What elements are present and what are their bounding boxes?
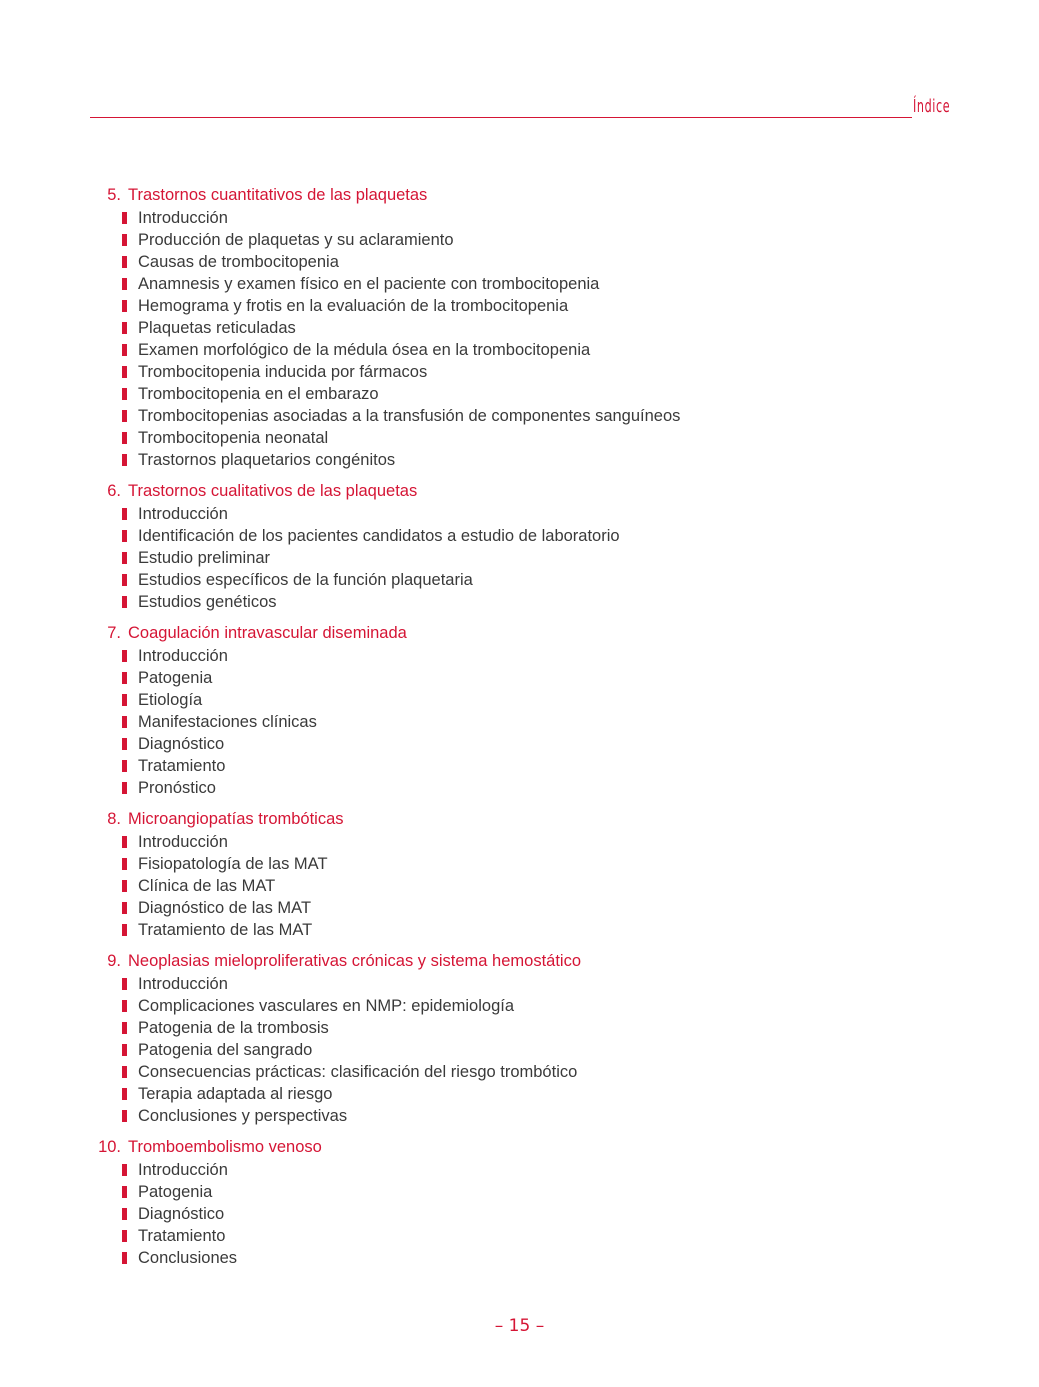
bullet-bar-icon — [122, 1066, 127, 1078]
section-title: Neoplasias mieloproliferativas crónicas y sistema hemostático — [128, 952, 582, 970]
section-item-list — [90, 207, 990, 471]
toc-entry-label: Tratamiento — [138, 757, 226, 775]
toc-entry-label: Examen morfológico de la médula ósea en la trombocitopenia — [138, 341, 591, 359]
toc-entry-label: Patogenia del sangrado — [138, 1041, 313, 1059]
bullet-bar-icon — [122, 1252, 127, 1264]
toc-entry-label: Conclusiones — [138, 1249, 238, 1267]
bullet-bar-icon — [122, 924, 127, 936]
bullet-bar-icon — [122, 858, 127, 870]
bullet-bar-icon — [122, 432, 127, 444]
section-item-list — [90, 645, 990, 799]
toc-entry-label: Plaquetas reticuladas — [138, 319, 296, 337]
toc-section — [90, 621, 990, 799]
toc-entry[interactable] — [90, 853, 990, 875]
section-number: 7. — [107, 624, 121, 642]
section-number: 6. — [107, 482, 121, 500]
toc-entry-label: Diagnóstico — [138, 735, 225, 753]
toc-entry[interactable] — [90, 1105, 990, 1127]
toc-entry-label: Etiología — [138, 691, 203, 709]
toc-section — [90, 949, 990, 1127]
toc-entry-label: Trastornos plaquetarios congénitos — [138, 451, 396, 469]
toc-entry[interactable] — [90, 317, 990, 339]
bullet-bar-icon — [122, 410, 127, 422]
section-item-list — [90, 503, 990, 613]
toc-entry[interactable] — [90, 645, 990, 667]
bullet-bar-icon — [122, 738, 127, 750]
bullet-bar-icon — [122, 322, 127, 334]
toc-entry-label: Patogenia de la trombosis — [138, 1019, 329, 1037]
toc-entry-label: Introducción — [138, 1161, 228, 1179]
section-heading[interactable] — [90, 949, 990, 973]
bullet-bar-icon — [122, 256, 127, 268]
toc-entry-label: Trombocitopenia en el embarazo — [138, 385, 379, 403]
toc-entry-label: Introducción — [138, 209, 228, 227]
toc-entry-label: Trombocitopenias asociadas a la transfusión de componentes sanguíneos — [138, 407, 681, 425]
toc-entry-label: Pronóstico — [138, 779, 216, 797]
section-item-list — [90, 973, 990, 1127]
toc-entry[interactable] — [90, 361, 990, 383]
bullet-bar-icon — [122, 234, 127, 246]
header-title: Índice — [913, 96, 951, 117]
toc-entry[interactable] — [90, 273, 990, 295]
toc-entry[interactable] — [90, 427, 990, 449]
bullet-bar-icon — [122, 672, 127, 684]
toc-entry[interactable] — [90, 295, 990, 317]
table-of-contents — [90, 183, 990, 1277]
header-rule — [90, 117, 912, 118]
toc-entry[interactable] — [90, 1203, 990, 1225]
toc-entry[interactable] — [90, 1039, 990, 1061]
toc-entry-label: Tratamiento — [138, 1227, 226, 1245]
toc-section — [90, 807, 990, 941]
toc-entry[interactable] — [90, 897, 990, 919]
bullet-bar-icon — [122, 1164, 127, 1176]
toc-entry-label: Terapia adaptada al riesgo — [138, 1085, 333, 1103]
toc-entry-label: Producción de plaquetas y su aclaramiento — [138, 231, 454, 249]
bullet-bar-icon — [122, 388, 127, 400]
bullet-bar-icon — [122, 760, 127, 772]
bullet-bar-icon — [122, 596, 127, 608]
toc-entry[interactable] — [90, 251, 990, 273]
section-number: 9. — [107, 952, 121, 970]
bullet-bar-icon — [122, 454, 127, 466]
toc-entry-label: Consecuencias prácticas: clasificación del riesgo trombótico — [138, 1063, 578, 1081]
toc-entry[interactable] — [90, 525, 990, 547]
bullet-bar-icon — [122, 300, 127, 312]
bullet-bar-icon — [122, 1230, 127, 1242]
toc-entry-label: Anamnesis y examen físico en el paciente con trombocitopenia — [138, 275, 600, 293]
toc-entry-label: Tratamiento de las MAT — [138, 921, 313, 939]
bullet-bar-icon — [122, 978, 127, 990]
toc-entry-label: Estudio preliminar — [138, 549, 271, 567]
section-item-list — [90, 1159, 990, 1269]
toc-entry[interactable] — [90, 1159, 990, 1181]
toc-entry-label: Introducción — [138, 833, 228, 851]
section-title: Microangiopatías trombóticas — [128, 810, 344, 828]
bullet-bar-icon — [122, 1186, 127, 1198]
bullet-bar-icon — [122, 1000, 127, 1012]
toc-entry[interactable] — [90, 229, 990, 251]
toc-entry[interactable] — [90, 1061, 990, 1083]
bullet-bar-icon — [122, 366, 127, 378]
bullet-bar-icon — [122, 716, 127, 728]
toc-entry[interactable] — [90, 919, 990, 941]
toc-entry[interactable] — [90, 591, 990, 613]
toc-entry-label: Conclusiones y perspectivas — [138, 1107, 348, 1125]
toc-entry-label: Diagnóstico de las MAT — [138, 899, 312, 917]
toc-entry-label: Complicaciones vasculares en NMP: epidemiología — [138, 997, 515, 1015]
bullet-bar-icon — [122, 344, 127, 356]
bullet-bar-icon — [122, 694, 127, 706]
toc-entry-label: Fisiopatología de las MAT — [138, 855, 328, 873]
toc-entry[interactable] — [90, 383, 990, 405]
bullet-bar-icon — [122, 1208, 127, 1220]
toc-entry[interactable] — [90, 1083, 990, 1105]
bullet-bar-icon — [122, 574, 127, 586]
section-number: 5. — [107, 186, 121, 204]
toc-entry-label: Patogenia — [138, 669, 213, 687]
toc-entry-label: Patogenia — [138, 1183, 213, 1201]
bullet-bar-icon — [122, 1022, 127, 1034]
toc-entry[interactable] — [90, 1247, 990, 1269]
toc-entry[interactable] — [90, 503, 990, 525]
toc-entry[interactable] — [90, 755, 990, 777]
toc-entry[interactable] — [90, 405, 990, 427]
toc-entry[interactable] — [90, 733, 990, 755]
toc-entry[interactable] — [90, 1181, 990, 1203]
section-heading[interactable] — [90, 1135, 990, 1159]
bullet-bar-icon — [122, 278, 127, 290]
toc-entry-label: Clínica de las MAT — [138, 877, 276, 895]
section-title: Tromboembolismo venoso — [128, 1138, 322, 1156]
section-title: Trastornos cuantitativos de las plaquetas — [128, 186, 428, 204]
toc-section — [90, 479, 990, 613]
bullet-bar-icon — [122, 782, 127, 794]
section-title: Trastornos cualitativos de las plaquetas — [128, 482, 418, 500]
section-title: Coagulación intravascular diseminada — [128, 624, 407, 642]
toc-entry-label: Introducción — [138, 975, 228, 993]
toc-entry-label: Causas de trombocitopenia — [138, 253, 339, 271]
toc-section — [90, 1135, 990, 1269]
toc-entry[interactable] — [90, 207, 990, 229]
toc-entry[interactable] — [90, 711, 990, 733]
toc-entry[interactable] — [90, 1225, 990, 1247]
toc-entry[interactable] — [90, 875, 990, 897]
section-heading[interactable] — [90, 479, 990, 503]
toc-entry[interactable] — [90, 831, 990, 853]
bullet-bar-icon — [122, 552, 127, 564]
bullet-bar-icon — [122, 1088, 127, 1100]
toc-entry-label: Estudios específicos de la función plaquetaria — [138, 571, 473, 589]
toc-entry[interactable] — [90, 777, 990, 799]
section-number: 10. — [98, 1138, 121, 1156]
page-number: – 15 – — [494, 1316, 545, 1336]
bullet-bar-icon — [122, 650, 127, 662]
toc-entry[interactable] — [90, 689, 990, 711]
toc-entry-label: Trombocitopenia neonatal — [138, 429, 329, 447]
toc-entry[interactable] — [90, 995, 990, 1017]
toc-entry[interactable] — [90, 667, 990, 689]
toc-entry-label: Hemograma y frotis en la evaluación de la trombocitopenia — [138, 297, 569, 315]
bullet-bar-icon — [122, 902, 127, 914]
bullet-bar-icon — [122, 508, 127, 520]
toc-section — [90, 183, 990, 471]
toc-entry-label: Manifestaciones clínicas — [138, 713, 317, 731]
toc-entry[interactable] — [90, 339, 990, 361]
toc-entry[interactable] — [90, 449, 990, 471]
toc-entry-label: Trombocitopenia inducida por fármacos — [138, 363, 428, 381]
section-item-list — [90, 831, 990, 941]
toc-entry[interactable] — [90, 1017, 990, 1039]
bullet-bar-icon — [122, 836, 127, 848]
section-heading[interactable] — [90, 183, 990, 207]
bullet-bar-icon — [122, 212, 127, 224]
bullet-bar-icon — [122, 1044, 127, 1056]
toc-entry-label: Diagnóstico — [138, 1205, 225, 1223]
toc-entry-label: Introducción — [138, 647, 228, 665]
toc-entry[interactable] — [90, 973, 990, 995]
bullet-bar-icon — [122, 880, 127, 892]
bullet-bar-icon — [122, 1110, 127, 1122]
bullet-bar-icon — [122, 530, 127, 542]
section-heading[interactable] — [90, 807, 990, 831]
section-heading[interactable] — [90, 621, 990, 645]
toc-entry[interactable] — [90, 569, 990, 591]
toc-entry-label: Identificación de los pacientes candidatos a estudio de laboratorio — [138, 527, 620, 545]
section-number: 8. — [107, 810, 121, 828]
toc-entry-label: Introducción — [138, 505, 228, 523]
toc-entry[interactable] — [90, 547, 990, 569]
toc-entry-label: Estudios genéticos — [138, 593, 277, 611]
